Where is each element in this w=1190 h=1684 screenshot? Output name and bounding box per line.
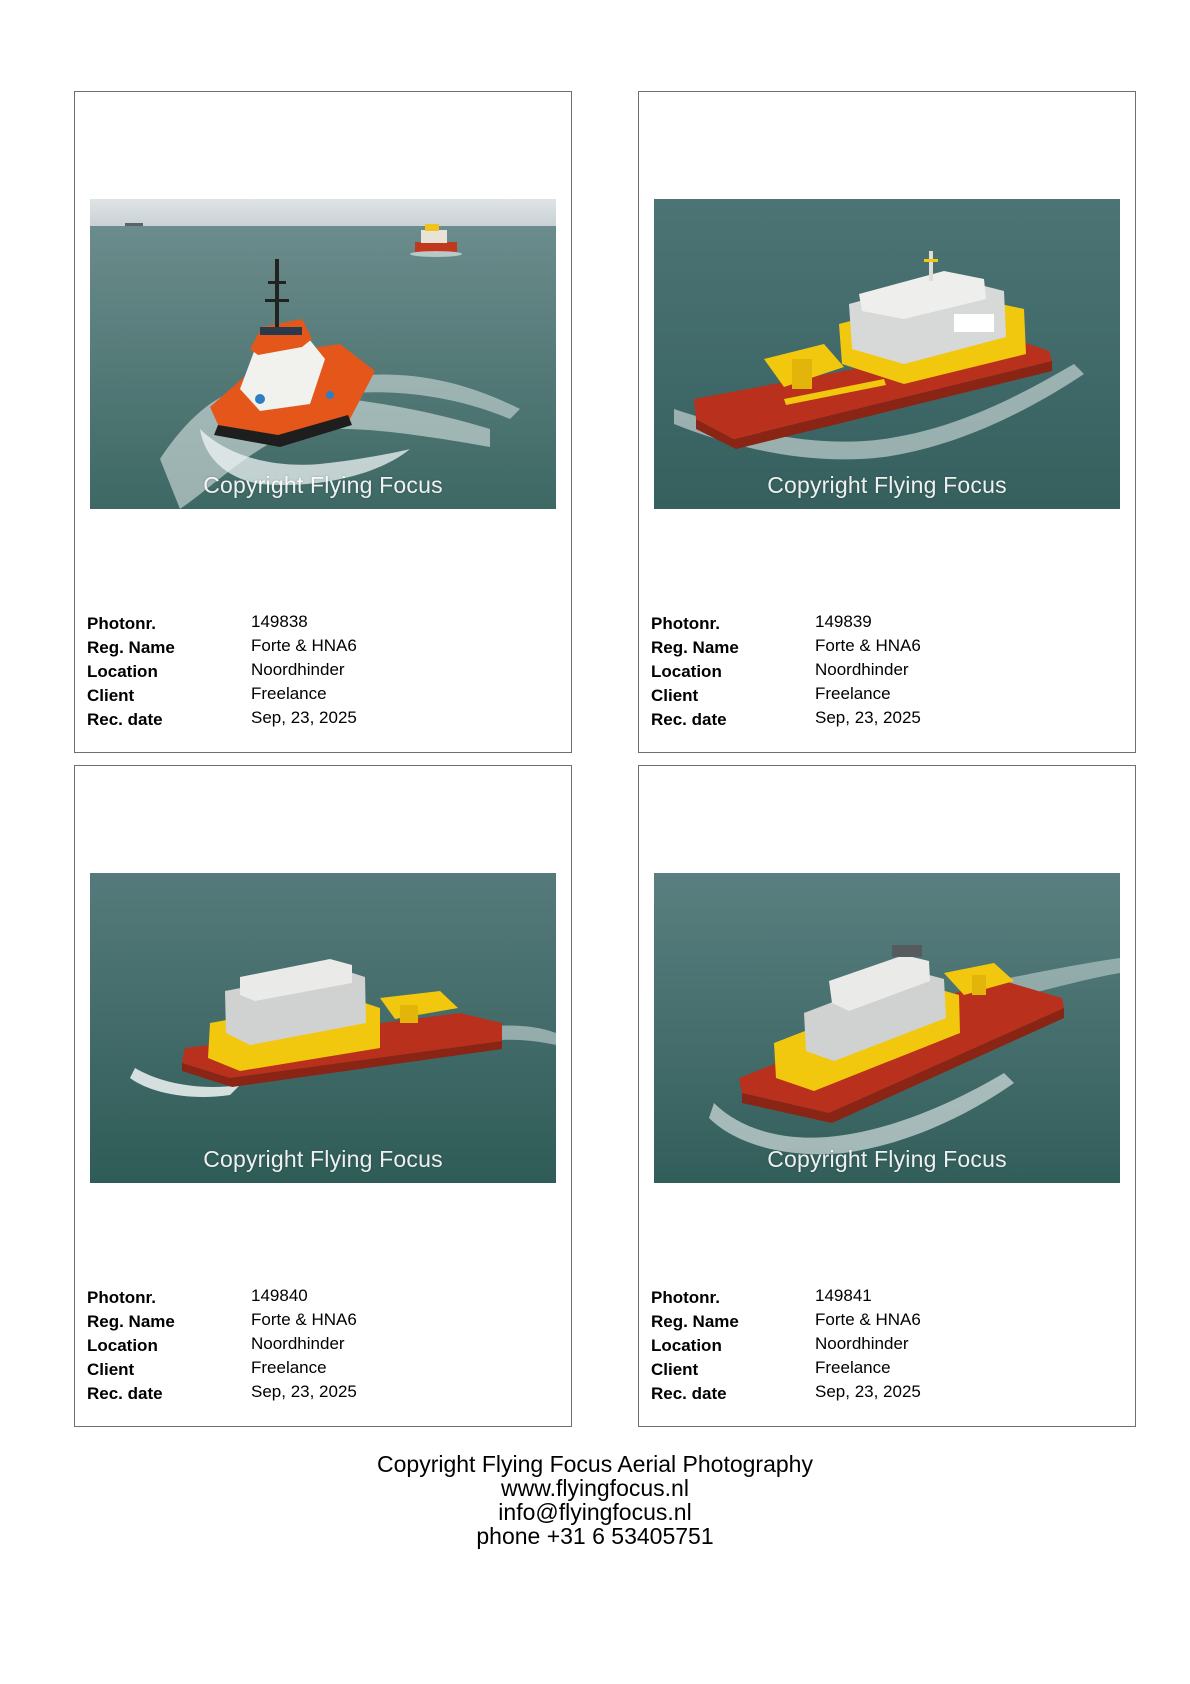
rec-date-value: Sep, 23, 2025 <box>251 1382 357 1401</box>
barge-image <box>654 873 1120 1183</box>
barge-image <box>654 199 1120 509</box>
photonr-label: Photonr. <box>87 614 156 633</box>
rec-date-value: Sep, 23, 2025 <box>251 708 357 727</box>
photo-card <box>74 91 572 753</box>
watermark: Copyright Flying Focus <box>203 472 443 498</box>
reg-name-label: Reg. Name <box>87 638 175 657</box>
photonr-value: 149838 <box>251 612 308 631</box>
location-value: Noordhinder <box>251 660 345 679</box>
client-value: Freelance <box>251 684 327 703</box>
watermark: Copyright Flying Focus <box>767 472 1007 498</box>
rec-date-label: Rec. date <box>651 1384 727 1403</box>
reg-name-value: Forte & HNA6 <box>815 636 921 655</box>
reg-name-value: Forte & HNA6 <box>251 1310 357 1329</box>
client-label: Client <box>651 686 699 705</box>
client-label: Client <box>87 686 135 705</box>
footer-website-link[interactable]: www.flyingfocus.nl <box>501 1475 689 1501</box>
rec-date-label: Rec. date <box>87 1384 163 1403</box>
footer-copyright: Copyright Flying Focus Aerial Photography <box>377 1451 813 1477</box>
photo-card <box>638 765 1136 1427</box>
rec-date-label: Rec. date <box>651 710 727 729</box>
client-value: Freelance <box>251 1358 327 1377</box>
watermark: Copyright Flying Focus <box>203 1146 443 1172</box>
client-label: Client <box>87 1360 135 1379</box>
photo-barge-side[interactable] <box>90 873 556 1183</box>
photonr-value: 149839 <box>815 612 872 631</box>
reg-name-label: Reg. Name <box>651 1312 739 1331</box>
location-value: Noordhinder <box>251 1334 345 1353</box>
photonr-label: Photonr. <box>87 1288 156 1307</box>
tugboat-image <box>90 199 556 509</box>
rec-date-value: Sep, 23, 2025 <box>815 708 921 727</box>
photo-card <box>638 91 1136 753</box>
client-label: Client <box>651 1360 699 1379</box>
location-label: Location <box>87 1336 158 1355</box>
location-label: Location <box>651 662 722 681</box>
rec-date-value: Sep, 23, 2025 <box>815 1382 921 1401</box>
photo-tugboat[interactable] <box>90 199 556 509</box>
location-value: Noordhinder <box>815 660 909 679</box>
photonr-label: Photonr. <box>651 614 720 633</box>
photonr-value: 149841 <box>815 1286 872 1305</box>
footer-phone: phone +31 6 53405751 <box>476 1523 714 1549</box>
location-label: Location <box>651 1336 722 1355</box>
reg-name-label: Reg. Name <box>87 1312 175 1331</box>
location-value: Noordhinder <box>815 1334 909 1353</box>
photo-barge-diagonal[interactable] <box>654 873 1120 1183</box>
client-value: Freelance <box>815 684 891 703</box>
photonr-value: 149840 <box>251 1286 308 1305</box>
page-footer <box>0 1452 1190 1548</box>
watermark: Copyright Flying Focus <box>767 1146 1007 1172</box>
reg-name-label: Reg. Name <box>651 638 739 657</box>
photo-card <box>74 765 572 1427</box>
photo-barge-module[interactable] <box>654 199 1120 509</box>
rec-date-label: Rec. date <box>87 710 163 729</box>
barge-image <box>90 873 556 1183</box>
reg-name-value: Forte & HNA6 <box>815 1310 921 1329</box>
client-value: Freelance <box>815 1358 891 1377</box>
location-label: Location <box>87 662 158 681</box>
reg-name-value: Forte & HNA6 <box>251 636 357 655</box>
footer-email-link[interactable]: info@flyingfocus.nl <box>498 1499 692 1525</box>
photonr-label: Photonr. <box>651 1288 720 1307</box>
